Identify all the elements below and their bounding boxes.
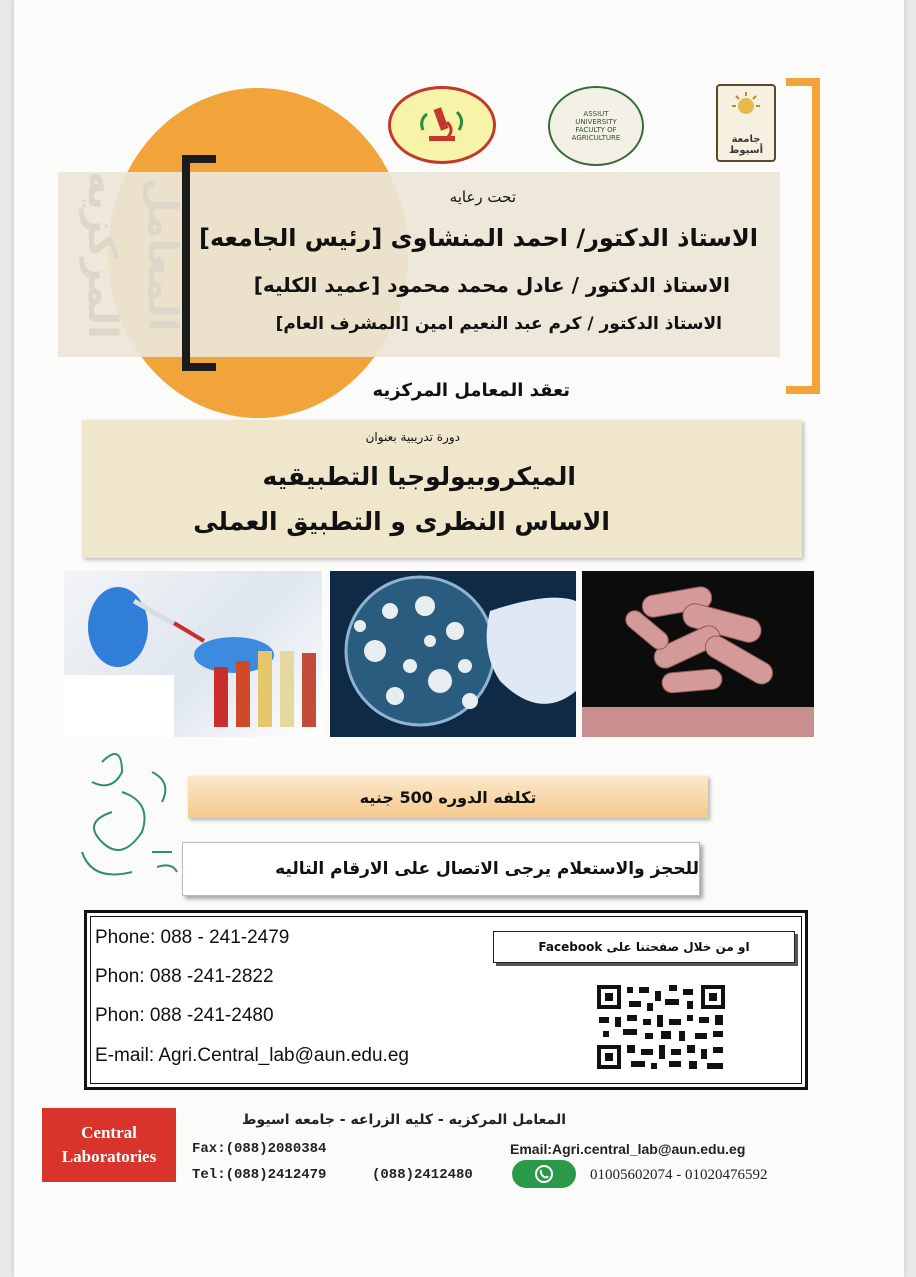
email-contact[interactable]: E-mail: Agri.Central_lab@aun.edu.eg — [95, 1045, 409, 1066]
footer-email[interactable]: Email:Agri.central_lab@aun.edu.eg — [510, 1141, 746, 1157]
phone-3[interactable]: Phon: 088 -241-2480 — [95, 1005, 274, 1026]
photo-petri-dish — [330, 571, 576, 737]
footer-tel-2[interactable]: (088)2412480 — [372, 1167, 473, 1183]
logo-assiut-university: جامعة أسيوط — [716, 84, 776, 162]
footer-tel[interactable]: Tel:(088)2412479 — [192, 1167, 327, 1183]
lab-hands-illustration — [64, 571, 322, 737]
footer-fax: Fax:(088)2080384 — [192, 1141, 327, 1157]
reservation-box — [182, 842, 700, 896]
facebook-text: او من خلال صفحتنا على Facebook — [538, 940, 750, 954]
qr-code-icon[interactable] — [595, 983, 727, 1071]
patronage-line-president: الاستاذ الدكتور/ احمد المنشاوى [رئيس الجامعه] — [198, 224, 758, 252]
handwritten-signature — [62, 742, 192, 892]
organizer-text: تعقد المعامل المركزيه — [372, 380, 570, 401]
phone-2[interactable]: Phon: 088 -241-2822 — [95, 966, 274, 987]
course-cost-box — [188, 776, 708, 818]
central-laboratories-badge: Central Laboratories — [42, 1108, 176, 1182]
petri-dish-illustration — [330, 571, 576, 737]
course-subtitle: الاساس النظرى و التطبيق العملى — [193, 507, 610, 536]
sun-emblem-icon — [726, 90, 766, 130]
course-intro: دورة تدريبية بعنوان — [365, 430, 460, 444]
patronage-line-dean: الاستاذ الدكتور / عادل محمد محمود [عميد الكليه] — [253, 273, 730, 297]
photo-bacteria-sem — [582, 571, 814, 737]
microscope-icon — [417, 100, 467, 150]
bacteria-illustration — [582, 571, 814, 737]
phone-1[interactable]: Phone: 088 - 241-2479 — [95, 927, 290, 948]
logo-faculty-agriculture: ASSIUT UNIVERSITY FACULTY OF AGRICULTURE — [548, 86, 644, 166]
reservation-text: للحجز والاستعلام يرجى الاتصال على الارقام التاليه — [275, 859, 699, 879]
facebook-box — [493, 931, 795, 963]
whatsapp-badge[interactable] — [512, 1160, 576, 1188]
contact-box — [84, 910, 808, 1090]
footer-address: المعامل المركزيه - كليه الزراعه - جامعه اسيوط — [242, 1112, 566, 1128]
course-cost: تكلفه الدوره 500 جنيه — [359, 787, 537, 807]
footer-mobiles[interactable]: 01005602074 - 01020476592 — [590, 1167, 768, 1183]
right-bracket-decoration — [786, 78, 820, 394]
logo-central-labs — [388, 86, 496, 164]
patronage-line-supervisor: الاستاذ الدكتور / كرم عبد النعيم امين [المشرف العام] — [275, 314, 722, 334]
whatsapp-icon — [534, 1164, 554, 1184]
course-title: الميكروبيولوجيا التطبيقيه — [262, 462, 576, 491]
left-bracket-decoration — [182, 155, 216, 371]
patronage-heading: تحت رعايه — [449, 188, 516, 206]
photo-lab-tubes — [64, 571, 322, 737]
